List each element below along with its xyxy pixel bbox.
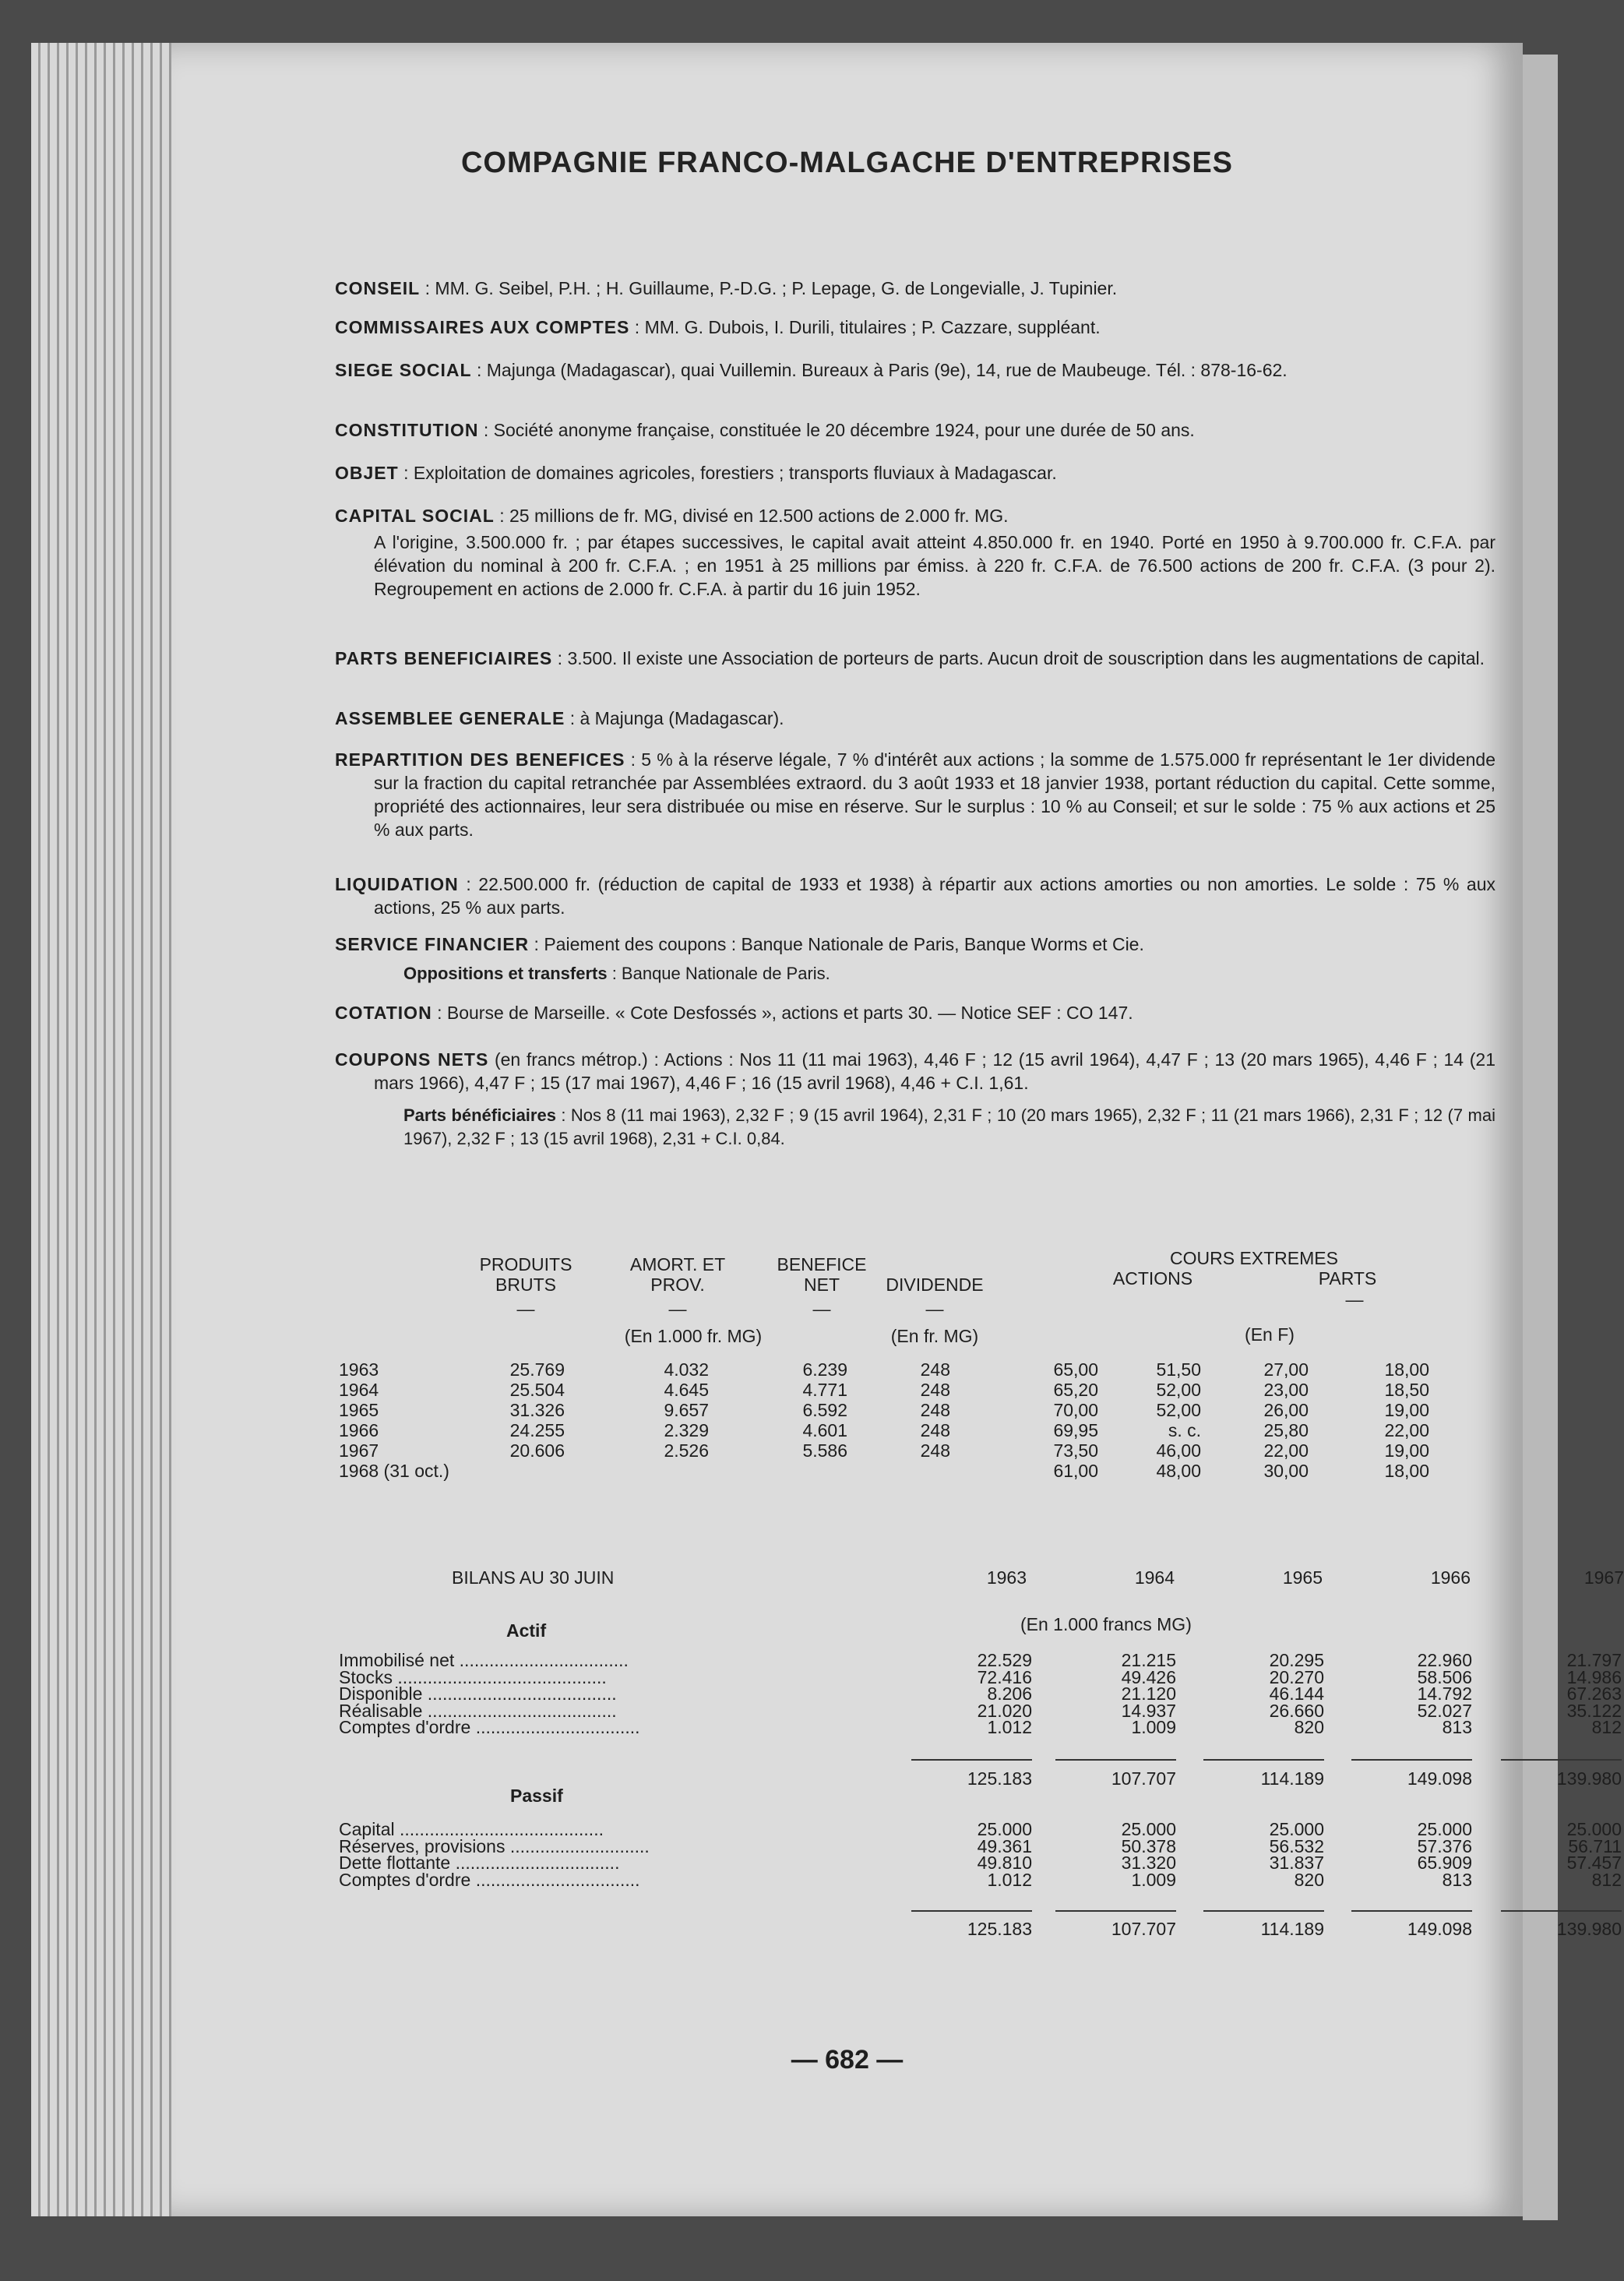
actif-row-value: 21.120 <box>1121 1683 1176 1704</box>
row-cell: 31.326 <box>509 1400 565 1420</box>
section-extra2-label: Oppositions et transferts <box>403 964 608 983</box>
actif-row-value: 26.660 <box>1269 1700 1324 1721</box>
header-benefice-line1: BENEFICE <box>777 1254 867 1274</box>
header-dividende: DIVIDENDE <box>886 1274 984 1295</box>
row-cell: 22,00 <box>1263 1440 1309 1461</box>
section-label: COUPONS NETS <box>335 1049 489 1070</box>
section-text: : 22.500.000 fr. (réduction de capital de 1933 et 1938) à répartir aux actions amorties ou non amorties. Le solde : 75 % aux actions, 25 % aux parts. <box>374 874 1495 918</box>
passif-row-value: 49.361 <box>977 1835 1032 1856</box>
row-cell: 248 <box>920 1359 950 1380</box>
section-text: : Bourse de Marseille. « Cote Desfossés », actions et parts 30. — Notice SEF : CO 147. <box>432 1003 1133 1023</box>
book-page <box>171 43 1624 2216</box>
bilans-year: 1965 <box>1282 1567 1323 1588</box>
row-cell: 69,95 <box>1053 1420 1098 1440</box>
row-cell: 52,00 <box>1156 1400 1201 1420</box>
actif-row-label: Comptes d'ordre ................................. <box>339 1717 640 1737</box>
row-cell: 27,00 <box>1263 1359 1309 1380</box>
section-body <box>335 647 1495 670</box>
header-benefice-line2: NET <box>804 1274 840 1295</box>
row-cell: 46,00 <box>1156 1440 1201 1461</box>
header-actions: ACTIONS <box>1112 1268 1193 1289</box>
passif-row-value: 25.000 <box>1121 1819 1176 1839</box>
header-produits-line1: PRODUITS <box>479 1254 572 1274</box>
section-8 <box>335 748 1495 841</box>
header-dash: — <box>668 1299 687 1319</box>
passif-row-value: 1.012 <box>987 1869 1032 1890</box>
section-5 <box>335 504 1495 601</box>
section-text: : MM. G. Seibel, P.H. ; H. Guillaume, P.-D.G. ; P. Lepage, G. de Longevialle, J. Tupinier. <box>420 278 1118 298</box>
actif-row-label: Immobilisé net .................................. <box>339 1650 629 1670</box>
actif-row-value: 14.937 <box>1121 1700 1176 1721</box>
actif-row-value: 14.792 <box>1417 1683 1472 1704</box>
row-cell: 65,20 <box>1053 1380 1098 1400</box>
passif-total: 114.189 <box>1260 1919 1324 1939</box>
section-label: COMMISSAIRES AUX COMPTES <box>335 317 630 337</box>
passif-row-value: 49.810 <box>977 1853 1032 1873</box>
total-rule <box>911 1759 1032 1761</box>
row-cell: 4.032 <box>664 1359 709 1380</box>
header-dash: — <box>925 1299 944 1319</box>
row-cell: 19,00 <box>1384 1440 1429 1461</box>
passif-row-value: 31.320 <box>1121 1853 1176 1873</box>
total-rule <box>1351 1910 1472 1912</box>
row-cell: 19,00 <box>1384 1400 1429 1420</box>
header-produits-line2: BRUTS <box>495 1274 556 1295</box>
actif-total: 107.707 <box>1111 1768 1176 1789</box>
total-rule <box>1055 1759 1176 1761</box>
row-cell: 73,50 <box>1053 1440 1098 1461</box>
page-title: COMPAGNIE FRANCO-MALGACHE D'ENTREPRISES <box>460 146 1234 179</box>
actif-row-value: 812 <box>1591 1717 1622 1737</box>
actif-row-value: 21.215 <box>1121 1650 1176 1670</box>
passif-row-label: Dette flottante ................................. <box>339 1853 620 1873</box>
row-cell: 18,00 <box>1384 1359 1429 1380</box>
unit-fr: (En fr. MG) <box>890 1326 979 1346</box>
bilans-year: 1964 <box>1134 1567 1175 1588</box>
passif-row-value: 25.000 <box>1417 1819 1472 1839</box>
section-label: SERVICE FINANCIER <box>335 934 530 954</box>
row-cell: 2.329 <box>664 1420 709 1440</box>
row-cell: 2.526 <box>664 1440 709 1461</box>
section-text: : 25 millions de fr. MG, divisé en 12.500 actions de 2.000 fr. MG. <box>494 506 1009 526</box>
actif-total: 125.183 <box>967 1768 1032 1789</box>
passif-row-value: 56.532 <box>1269 1835 1324 1856</box>
section-text: : Société anonyme française, constituée le 20 décembre 1924, pour une durée de 50 ans. <box>478 420 1195 440</box>
section-text: : Majunga (Madagascar), quai Vuillemin. Bureaux à Paris (9e), 14, rue de Maubeuge. Tél. : 878-16-62. <box>471 360 1288 380</box>
row-cell: 25.769 <box>509 1359 565 1380</box>
actif-row-value: 21.797 <box>1566 1650 1622 1670</box>
section-label: ASSEMBLEE GENERALE <box>335 708 565 728</box>
section-11 <box>335 1001 1495 1024</box>
section-label: LIQUIDATION <box>335 874 459 894</box>
passif-row-value: 820 <box>1294 1869 1324 1890</box>
actif-row-value: 20.270 <box>1269 1666 1324 1687</box>
bilans-title: BILANS AU 30 JUIN <box>452 1567 615 1588</box>
section-label: CONSEIL <box>335 278 421 298</box>
total-rule <box>1055 1910 1176 1912</box>
actif-row-value: 1.009 <box>1131 1717 1176 1737</box>
section-1 <box>335 316 1495 339</box>
row-cell: 18,00 <box>1384 1461 1429 1481</box>
passif-total: 139.980 <box>1556 1919 1622 1939</box>
section-body <box>335 873 1495 919</box>
section-12 <box>335 1048 1495 1151</box>
passif-row-value: 25.000 <box>977 1819 1032 1839</box>
header-amort-line1: AMORT. ET <box>629 1254 726 1274</box>
row-cell: 18,50 <box>1384 1380 1429 1400</box>
next-page-edge <box>1523 55 1558 2220</box>
actif-row-label: Réalisable ...................................... <box>339 1700 617 1721</box>
row-cell: 52,00 <box>1156 1380 1201 1400</box>
section-body <box>335 418 1495 442</box>
header-dash: — <box>1345 1289 1364 1310</box>
row-cell: 248 <box>920 1440 950 1461</box>
row-cell: 6.239 <box>802 1359 847 1380</box>
row-cell: 4.771 <box>802 1380 847 1400</box>
section-text: : Exploitation de domaines agricoles, forestiers ; transports fluviaux à Madagascar. <box>398 463 1057 483</box>
section-extra2-label: Parts bénéficiaires <box>403 1105 556 1125</box>
row-cell: 20.606 <box>509 1440 565 1461</box>
section-6 <box>335 647 1495 670</box>
actif-row-value: 8.206 <box>987 1683 1032 1704</box>
passif-row-value: 56.711 <box>1568 1835 1622 1856</box>
row-cell: 248 <box>920 1380 950 1400</box>
section-body <box>335 504 1495 527</box>
unit-kfr: (En 1.000 fr. MG) <box>624 1326 763 1346</box>
row-cell: 23,00 <box>1263 1380 1309 1400</box>
section-body <box>335 1048 1495 1095</box>
row-cell: 248 <box>920 1420 950 1440</box>
actif-row-label: Disponible ...................................... <box>339 1683 617 1704</box>
section-label: COTATION <box>335 1003 432 1023</box>
actif-row-value: 58.506 <box>1417 1666 1472 1687</box>
actif-row-value: 52.027 <box>1417 1700 1472 1721</box>
passif-total: 107.707 <box>1111 1919 1176 1939</box>
section-extra2 <box>335 962 1495 985</box>
passif-row-value: 25.000 <box>1566 1819 1622 1839</box>
passif-row-label: Comptes d'ordre ................................. <box>339 1869 640 1890</box>
header-dash: — <box>812 1299 831 1319</box>
row-year: 1967 <box>339 1440 379 1461</box>
row-cell: 30,00 <box>1263 1461 1309 1481</box>
section-7 <box>335 707 1495 730</box>
passif-total: 125.183 <box>967 1919 1032 1939</box>
section-extra2 <box>335 1104 1495 1151</box>
row-cell: 51,50 <box>1156 1359 1201 1380</box>
section-10 <box>335 932 1495 985</box>
total-rule <box>1501 1759 1622 1761</box>
section-text: (en francs métrop.) : Actions : Nos 11 (11 mai 1963), 4,46 F ; 12 (15 avril 1964), 4,47 F ; 13 (20 mars 1965), 4,46 F ; 14 (21 mars 1966), 4,47 F ; 15 (17 mai 1967), 4,46 F ; 16 (15 avril 1968), 4,46 + C.I. 1,61. <box>374 1049 1495 1093</box>
passif-row-value: 65.909 <box>1417 1853 1472 1873</box>
passif-label: Passif <box>510 1786 563 1806</box>
section-label: CAPITAL SOCIAL <box>335 506 495 526</box>
section-text: : 3.500. Il existe une Association de porteurs de parts. Aucun droit de souscription dans les augmentations de capital. <box>552 648 1485 668</box>
actif-row-value: 21.020 <box>977 1700 1032 1721</box>
actif-total: 139.980 <box>1556 1768 1622 1789</box>
row-year: 1963 <box>339 1359 379 1380</box>
total-rule <box>911 1910 1032 1912</box>
passif-row-value: 50.378 <box>1121 1835 1176 1856</box>
section-label: REPARTITION DES BENEFICES <box>335 749 625 770</box>
actif-row-value: 14.986 <box>1566 1666 1622 1687</box>
row-cell: 26,00 <box>1263 1400 1309 1420</box>
passif-row-value: 812 <box>1591 1869 1622 1890</box>
section-body <box>335 707 1495 730</box>
bilans-year: 1967 <box>1583 1567 1624 1588</box>
actif-total: 114.189 <box>1260 1768 1324 1789</box>
section-label: SIEGE SOCIAL <box>335 360 472 380</box>
section-2 <box>335 358 1495 382</box>
header-dash: — <box>516 1299 535 1319</box>
passif-row-value: 1.009 <box>1131 1869 1176 1890</box>
section-body <box>335 316 1495 339</box>
actif-row-value: 22.960 <box>1417 1650 1472 1670</box>
passif-row-value: 57.457 <box>1566 1853 1622 1873</box>
header-parts: PARTS <box>1318 1268 1377 1289</box>
section-body <box>335 277 1495 300</box>
passif-row-value: 57.376 <box>1417 1835 1472 1856</box>
row-cell: 70,00 <box>1053 1400 1098 1420</box>
row-cell: 24.255 <box>509 1420 565 1440</box>
passif-row-label: Réserves, provisions ............................ <box>339 1835 650 1856</box>
section-label: PARTS BENEFICIAIRES <box>335 648 553 668</box>
total-rule <box>1501 1910 1622 1912</box>
passif-row-value: 25.000 <box>1269 1819 1324 1839</box>
passif-row-label: Capital ......................................... <box>339 1819 604 1839</box>
section-4 <box>335 461 1495 485</box>
section-text: : MM. G. Dubois, I. Durili, titulaires ; P. Cazzare, suppléant. <box>629 317 1101 337</box>
header-amort-line2: PROV. <box>650 1274 705 1295</box>
actif-row-value: 49.426 <box>1121 1666 1176 1687</box>
page-number: — 682 — <box>791 2045 904 2075</box>
actif-row-value: 72.416 <box>977 1666 1032 1687</box>
section-extra2-text: : Nos 8 (11 mai 1963), 2,32 F ; 9 (15 avril 1964), 2,31 F ; 10 (20 mars 1965), 2,32 F ; 11 (21 mars 1966), 2,31 F ; 12 (7 mai 1967), 2,32 F ; 13 (15 avril 1968), 2,31 + C.I. 0,84. <box>403 1105 1495 1148</box>
section-0 <box>335 277 1495 300</box>
section-extra2-text: : Banque Nationale de Paris. <box>607 964 830 983</box>
section-body <box>335 748 1495 841</box>
actif-row-value: 813 <box>1442 1717 1472 1737</box>
actif-row-value: 67.263 <box>1566 1683 1622 1704</box>
section-text: : 5 % à la réserve légale, 7 % d'intérêt aux actions ; la somme de 1.575.000 fr représentant le 1er dividende sur la fraction du capital retranchée par Assemblées extraord. du 3 août 1933 et 18 janvier 1938, portant réduction du capital. Cette somme, propriété des actionnaires, leur sera distribuée ou mise en réserve. Sur le surplus : 10 % au Conseil; et sur le solde : 75 % aux actions et 25 % aux parts. <box>374 749 1495 840</box>
row-cell: 61,00 <box>1053 1461 1098 1481</box>
section-label: CONSTITUTION <box>335 420 479 440</box>
bilans-unit: (En 1.000 francs MG) <box>1020 1614 1192 1634</box>
section-3 <box>335 418 1495 442</box>
section-body <box>335 358 1495 382</box>
row-cell: 4.601 <box>802 1420 847 1440</box>
actif-row-value: 20.295 <box>1269 1650 1324 1670</box>
row-year: 1965 <box>339 1400 379 1420</box>
actif-row-label: Stocks .......................................... <box>339 1666 607 1687</box>
total-rule <box>1203 1759 1324 1761</box>
header-cours: COURS EXTREMES <box>1170 1248 1338 1268</box>
row-cell: 4.645 <box>664 1380 709 1400</box>
section-text: : à Majunga (Madagascar). <box>565 708 784 728</box>
row-cell: 25,80 <box>1263 1420 1309 1440</box>
row-year: 1964 <box>339 1380 379 1400</box>
bilans-year: 1963 <box>986 1567 1027 1588</box>
row-cell: 48,00 <box>1156 1461 1201 1481</box>
passif-row-value: 813 <box>1442 1869 1472 1890</box>
actif-row-value: 35.122 <box>1566 1700 1622 1721</box>
unit-f: (En F) <box>1245 1324 1295 1345</box>
section-label: OBJET <box>335 463 399 483</box>
row-cell: 65,00 <box>1053 1359 1098 1380</box>
actif-total: 149.098 <box>1407 1768 1472 1789</box>
passif-total: 149.098 <box>1407 1919 1472 1939</box>
section-text: : Paiement des coupons : Banque Nationale de Paris, Banque Worms et Cie. <box>529 934 1144 954</box>
total-rule <box>1351 1759 1472 1761</box>
row-year: 1968 (31 oct.) <box>339 1461 449 1481</box>
section-body <box>335 932 1495 956</box>
actif-row-value: 22.529 <box>977 1650 1032 1670</box>
row-cell: 22,00 <box>1384 1420 1429 1440</box>
passif-row-value: 31.837 <box>1269 1853 1324 1873</box>
page-edges <box>31 43 179 2216</box>
row-year: 1966 <box>339 1420 379 1440</box>
section-body <box>335 461 1495 485</box>
row-cell: 248 <box>920 1400 950 1420</box>
section-body <box>335 1001 1495 1024</box>
total-rule <box>1203 1910 1324 1912</box>
row-cell: s. c. <box>1168 1420 1201 1440</box>
row-cell: 5.586 <box>802 1440 847 1461</box>
row-cell: 25.504 <box>509 1380 565 1400</box>
section-extra: A l'origine, 3.500.000 fr. ; par étapes successives, le capital avait atteint 4.850.000 fr. en 1940. Porté en 1950 à 9.700.000 fr. C.F.A. par élévation du nominal à 200 fr. C.F.A. ; en 1951 à 25 millions par émiss. à 220 fr. C.F.A. de 76.500 actions de 200 fr. C.F.A. (3 pour 2). Regroupement en actions de 2.000 fr. C.F.A. à partir du 16 juin 1952. <box>374 532 1495 599</box>
actif-row-value: 820 <box>1294 1717 1324 1737</box>
bilans-year: 1966 <box>1430 1567 1471 1588</box>
actif-row-value: 46.144 <box>1269 1683 1324 1704</box>
row-cell: 9.657 <box>664 1400 709 1420</box>
actif-row-value: 1.012 <box>987 1717 1032 1737</box>
row-cell: 6.592 <box>802 1400 847 1420</box>
actif-label: Actif <box>506 1620 547 1641</box>
section-9 <box>335 873 1495 919</box>
